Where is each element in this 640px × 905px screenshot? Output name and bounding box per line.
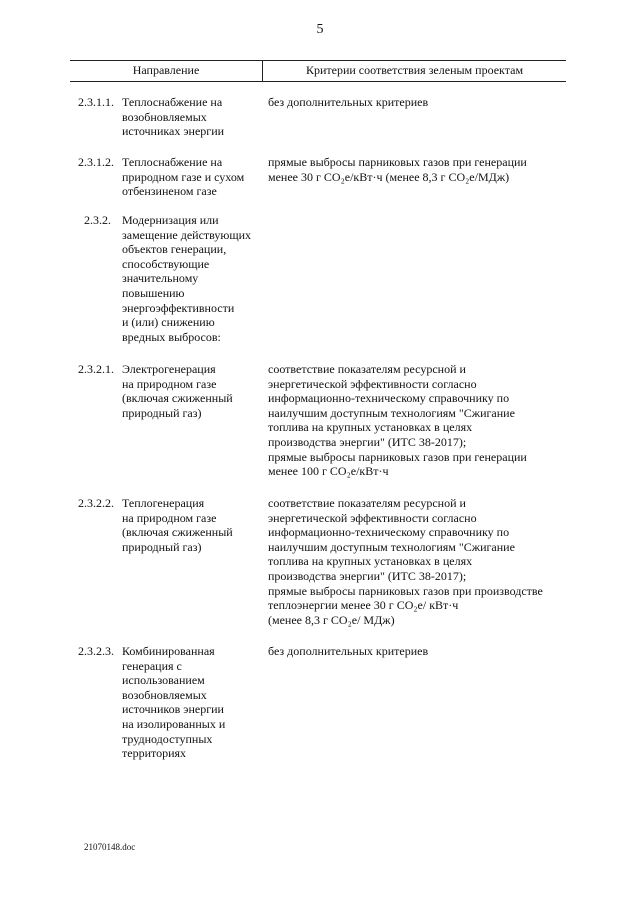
table-header — [70, 60, 566, 82]
row-criteria: без дополнительных критериев — [268, 644, 429, 658]
row-direction: Теплоснабжение на природном газе и сухом отбензиненом газе — [122, 155, 245, 199]
row-number: 2.3.1.1. — [78, 95, 114, 109]
row-criteria: соответствие показателям ресурсной и энергетической эффективности согласно информационно-техническому справочнику по наилучшим доступным технологиям "Сжигание топлива на крупных установках в целях производства энергии" (ИТС 38-2017); прямые выбросы парниковых газов при генерации менее 100 г CO₂e/кВт·ч — [268, 362, 527, 479]
row-direction: Комбинированная генерация с использованием возобновляемых источников энергии на изолированных и труднодоступных территориях — [122, 644, 226, 761]
page-number: 5 — [316, 22, 324, 37]
header-direction: Направление — [132, 63, 200, 77]
row-direction: Теплогенерация на природном газе (включая сжиженный природный газ) — [122, 496, 233, 554]
row-direction: Модернизация или замещение действующих объектов генерации, способствующие значительному повышению энергоэффективности и (или) снижению вредных выбросов: — [122, 213, 252, 344]
row-number: 2.3.2.1. — [78, 362, 114, 376]
row-number: 2.3.2. — [84, 213, 111, 227]
row-number: 2.3.1.2. — [78, 155, 114, 169]
row-direction: Теплоснабжение на возобновляемых источниках энергии — [122, 95, 225, 139]
row-criteria: соответствие показателям ресурсной и энергетической эффективности согласно информационно-техническому справочнику по наилучшим доступным технологиям "Сжигание топлива на крупных установках в целях производства энергии" (ИТС 38-2017); прямые выбросы парниковых газов при производстве теплоэнергии менее 30 г CO₂e/ кВт·ч (менее 8,3 г CO₂e/ МДж) — [268, 496, 543, 627]
header-criteria: Критерии соответствия зеленым проектам — [305, 63, 524, 77]
row-number: 2.3.2.2. — [78, 496, 114, 510]
row-direction: Электрогенерация на природном газе (включая сжиженный природный газ) — [122, 362, 233, 420]
row-criteria: без дополнительных критериев — [268, 95, 429, 109]
row-criteria: прямые выбросы парниковых газов при генерации менее 30 г CO₂e/кВт·ч (менее 8,3 г CO₂e/МДж) — [268, 155, 527, 184]
row-number: 2.3.2.3. — [78, 644, 114, 658]
footer-filename: 21070148.doc — [84, 842, 136, 852]
